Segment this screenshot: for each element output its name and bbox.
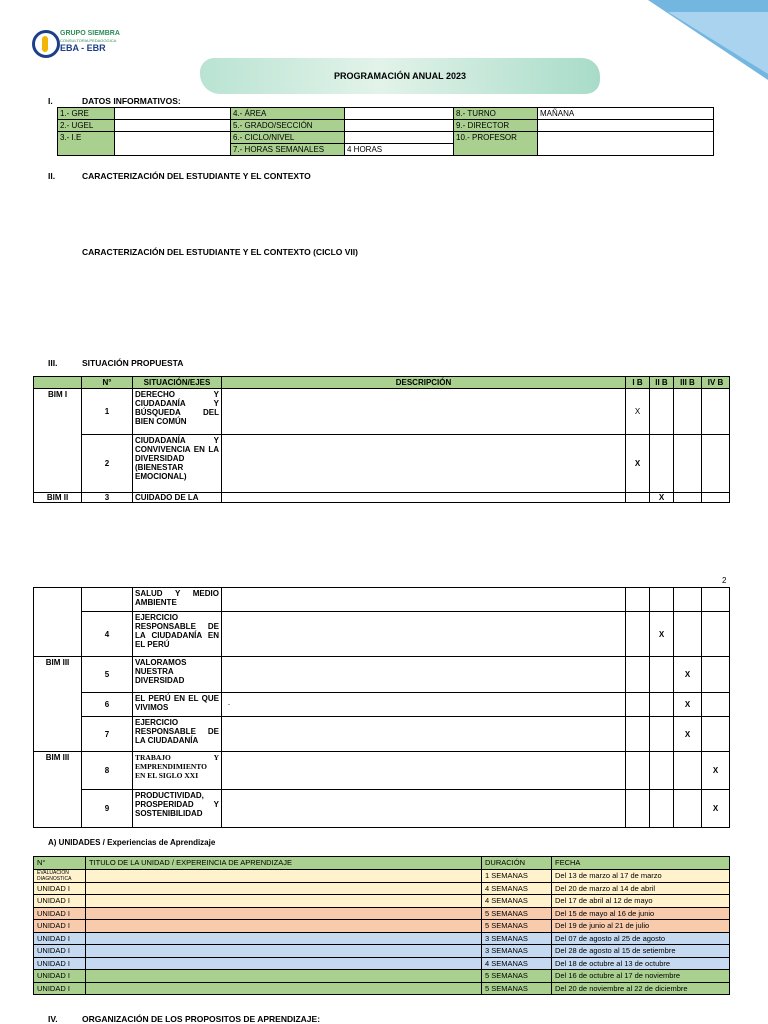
bim-3a: BIM III — [34, 657, 82, 752]
unit-title[interactable] — [86, 970, 482, 983]
row-8-eje: TRABAJO Y EMPRENDIMIENTO EN EL SIGLO XXI — [133, 752, 222, 790]
unit-dur: 1 SEMANAS — [482, 869, 552, 882]
row-6-eje: EL PERÚ EN EL QUE VIVIMOS — [133, 693, 222, 717]
unit-dur: 4 SEMANAS — [482, 882, 552, 895]
col-blank — [34, 377, 82, 389]
info-area-value[interactable] — [345, 108, 454, 120]
info-profesor-value[interactable] — [538, 132, 714, 156]
unit-fecha: Del 28 de agosto al 15 de setiembre — [552, 945, 730, 958]
info-ie-value[interactable] — [115, 132, 231, 156]
row-3-desc[interactable] — [222, 493, 626, 503]
unit-title[interactable] — [86, 957, 482, 970]
row-3-mark: X — [650, 493, 674, 503]
section-3-title: SITUACIÓN PROPUESTA — [82, 358, 184, 368]
unit-title[interactable] — [86, 982, 482, 995]
info-turno-value[interactable]: MAÑANA — [538, 108, 714, 120]
row-8-num: 8 — [82, 752, 133, 790]
unit-title[interactable] — [86, 869, 482, 882]
col-b3: III B — [674, 377, 702, 389]
row-4-eje: EJERCICIO RESPONSABLE DE LA CIUDADANÍA EN EL PERÚ — [133, 612, 222, 657]
row-7-eje: EJERCICIO RESPONSABLE DE LA CIUDADANÍA — [133, 717, 222, 752]
unit-fecha: Del 20 de marzo al 14 de abril — [552, 882, 730, 895]
unit-dur: 3 SEMANAS — [482, 945, 552, 958]
info-director-value[interactable] — [538, 120, 714, 132]
unit-dur: 4 SEMANAS — [482, 957, 552, 970]
row-8-desc[interactable] — [222, 752, 626, 790]
units-col-title: TITULO DE LA UNIDAD / EXPEREINCIA DE APRENDIZAJE — [86, 857, 482, 870]
unit-num: EVALUACIÓN DIAGNOSTICA — [34, 869, 86, 882]
section-2-title: CARACTERIZACIÓN DEL ESTUDIANTE Y EL CONTEXTO — [82, 171, 311, 181]
row-7-mark: X — [674, 717, 702, 752]
situation-table-part2 — [33, 587, 730, 828]
unit-dur: 3 SEMANAS — [482, 932, 552, 945]
section-1-number: I. — [48, 96, 53, 106]
row-2-desc[interactable] — [222, 435, 626, 493]
info-horas-value[interactable]: 4 HORAS — [345, 144, 454, 156]
info-ciclo: 6.- CICLO/NIVEL — [231, 132, 345, 144]
units-col-num: N° — [34, 857, 86, 870]
row-3-desc-cont[interactable] — [222, 588, 626, 612]
info-ciclo-value[interactable] — [345, 132, 454, 144]
unit-title[interactable] — [86, 907, 482, 920]
unit-num: UNIDAD I — [34, 895, 86, 908]
row-3-eje-start: CUIDADO DE LA — [133, 493, 222, 503]
col-b2: II B — [650, 377, 674, 389]
section-a-title: A) UNIDADES / Experiencias de Aprendizaje — [48, 838, 216, 847]
unit-title[interactable] — [86, 920, 482, 933]
row-9-desc[interactable] — [222, 790, 626, 828]
unit-title[interactable] — [86, 882, 482, 895]
info-table — [57, 107, 714, 156]
row-8-mark: X — [702, 752, 730, 790]
col-desc: DESCRIPCIÓN — [222, 377, 626, 389]
unit-fecha: Del 17 de abril al 12 de mayo — [552, 895, 730, 908]
logo — [32, 30, 152, 60]
table-row — [34, 882, 730, 895]
page-title: PROGRAMACIÓN ANUAL 2023 — [333, 71, 467, 81]
section-1-title: DATOS INFORMATIVOS: — [82, 96, 181, 106]
row-6-desc[interactable]: - — [222, 693, 626, 717]
table-row — [34, 945, 730, 958]
table-row — [34, 957, 730, 970]
unit-num: UNIDAD I — [34, 970, 86, 983]
row-5-eje: VALORAMOS NUESTRA DIVERSIDAD — [133, 657, 222, 693]
row-3-num: 3 — [82, 493, 133, 503]
unit-fecha: Del 19 de junio al 21 de julio — [552, 920, 730, 933]
section-2-number: II. — [48, 171, 56, 181]
row-9-mark: X — [702, 790, 730, 828]
unit-num: UNIDAD I — [34, 920, 86, 933]
unit-num: UNIDAD I — [34, 982, 86, 995]
unit-num: UNIDAD I — [34, 882, 86, 895]
corner-decoration-light — [668, 12, 768, 74]
row-2-mark: X — [626, 435, 650, 493]
section-4-title: ORGANIZACIÓN DE LOS PROPOSITOS DE APRENDIZAJE: — [82, 1014, 321, 1024]
logo-icon — [32, 30, 60, 58]
units-col-fecha: FECHA — [552, 857, 730, 870]
unit-dur: 5 SEMANAS — [482, 907, 552, 920]
row-6-mark: X — [674, 693, 702, 717]
col-num: N° — [82, 377, 133, 389]
row-4-num: 4 — [82, 612, 133, 657]
row-4-mark: X — [650, 612, 674, 657]
unit-dur: 4 SEMANAS — [482, 895, 552, 908]
situation-table-part1 — [33, 376, 730, 503]
bim-2: BIM II — [34, 493, 82, 503]
units-col-dur: DURACIÓN — [482, 857, 552, 870]
info-grado-value[interactable] — [345, 120, 454, 132]
col-b1: I B — [626, 377, 650, 389]
table-row — [34, 895, 730, 908]
table-row — [34, 869, 730, 882]
logo-line1: GRUPO SIEMBRA — [60, 30, 120, 37]
row-9-eje: PRODUCTIVIDAD, PROSPERIDAD Y SOSTENIBILIDAD — [133, 790, 222, 828]
info-grado: 5.- GRADO/SECCIÓN — [231, 120, 345, 132]
info-gre: 1.- GRE — [58, 108, 115, 120]
unit-fecha: Del 15 de mayo al 16 de junio — [552, 907, 730, 920]
bim-3b: BIM III — [34, 752, 82, 828]
unit-fecha: Del 18 de octubre al 13 de octubre — [552, 957, 730, 970]
unit-title[interactable] — [86, 932, 482, 945]
units-table — [33, 856, 730, 995]
section-2b-title: CARACTERIZACIÓN DEL ESTUDIANTE Y EL CONTEXTO (CICLO VII) — [82, 247, 358, 257]
info-ugel: 2.- UGEL — [58, 120, 115, 132]
row-2-eje: CIUDADANÍA Y CONVIVENCIA EN LA DIVERSIDAD (BIENESTAR EMOCIONAL) — [133, 435, 222, 493]
row-5-num: 5 — [82, 657, 133, 693]
page-number: 2 — [722, 576, 727, 585]
logo-line3: EBA - EBR — [60, 43, 106, 53]
unit-title[interactable] — [86, 945, 482, 958]
info-ugel-value[interactable] — [115, 120, 231, 132]
table-row — [34, 920, 730, 933]
row-3-eje-end: SALUD Y MEDIO AMBIENTE — [133, 588, 222, 612]
table-row — [34, 982, 730, 995]
bim-2-cont — [34, 588, 82, 657]
unit-title[interactable] — [86, 895, 482, 908]
section-4-number: IV. — [48, 1014, 58, 1024]
unit-fecha: Del 07 de agosto al 25 de agosto — [552, 932, 730, 945]
unit-num: UNIDAD I — [34, 932, 86, 945]
info-turno: 8.- TURNO — [454, 108, 538, 120]
row-5-mark: X — [674, 657, 702, 693]
table-row — [34, 932, 730, 945]
info-director: 9.- DIRECTOR — [454, 120, 538, 132]
col-b4: IV B — [702, 377, 730, 389]
info-ie: 3.- I.E — [58, 132, 115, 156]
info-profesor: 10.- PROFESOR — [454, 132, 538, 156]
unit-fecha: Del 20 de noviembre al 22 de diciembre — [552, 982, 730, 995]
unit-fecha: Del 16 de octubre al 17 de noviembre — [552, 970, 730, 983]
unit-dur: 5 SEMANAS — [482, 982, 552, 995]
row-7-desc[interactable] — [222, 717, 626, 752]
info-horas: 7.- HORAS SEMANALES — [231, 144, 345, 156]
table-row — [34, 970, 730, 983]
row-1-desc[interactable] — [222, 389, 626, 435]
info-gre-value[interactable] — [115, 108, 231, 120]
unit-dur: 5 SEMANAS — [482, 970, 552, 983]
row-1-num: 1 — [82, 389, 133, 435]
table-row — [34, 907, 730, 920]
row-4-desc[interactable] — [222, 612, 626, 657]
logo-line2: CONSULTORIA PEDAGOGICA — [60, 38, 117, 43]
info-area: 4.- ÁREA — [231, 108, 345, 120]
unit-num: UNIDAD I — [34, 945, 86, 958]
bim-1: BIM I — [34, 389, 82, 493]
row-6-num: 6 — [82, 693, 133, 717]
row-5-desc[interactable] — [222, 657, 626, 693]
unit-dur: 5 SEMANAS — [482, 920, 552, 933]
row-1-mark: X — [626, 389, 650, 435]
unit-num: UNIDAD I — [34, 957, 86, 970]
unit-num: UNIDAD I — [34, 907, 86, 920]
row-9-num: 9 — [82, 790, 133, 828]
row-2-num: 2 — [82, 435, 133, 493]
row-7-num: 7 — [82, 717, 133, 752]
section-3-number: III. — [48, 358, 58, 368]
row-1-eje: DERECHO Y CIUDADANÍA Y BÚSQUEDA DEL BIEN COMÚN — [133, 389, 222, 435]
unit-fecha: Del 13 de marzo al 17 de marzo — [552, 869, 730, 882]
title-banner — [200, 58, 600, 94]
col-eje: SITUACIÓN/EJES — [133, 377, 222, 389]
